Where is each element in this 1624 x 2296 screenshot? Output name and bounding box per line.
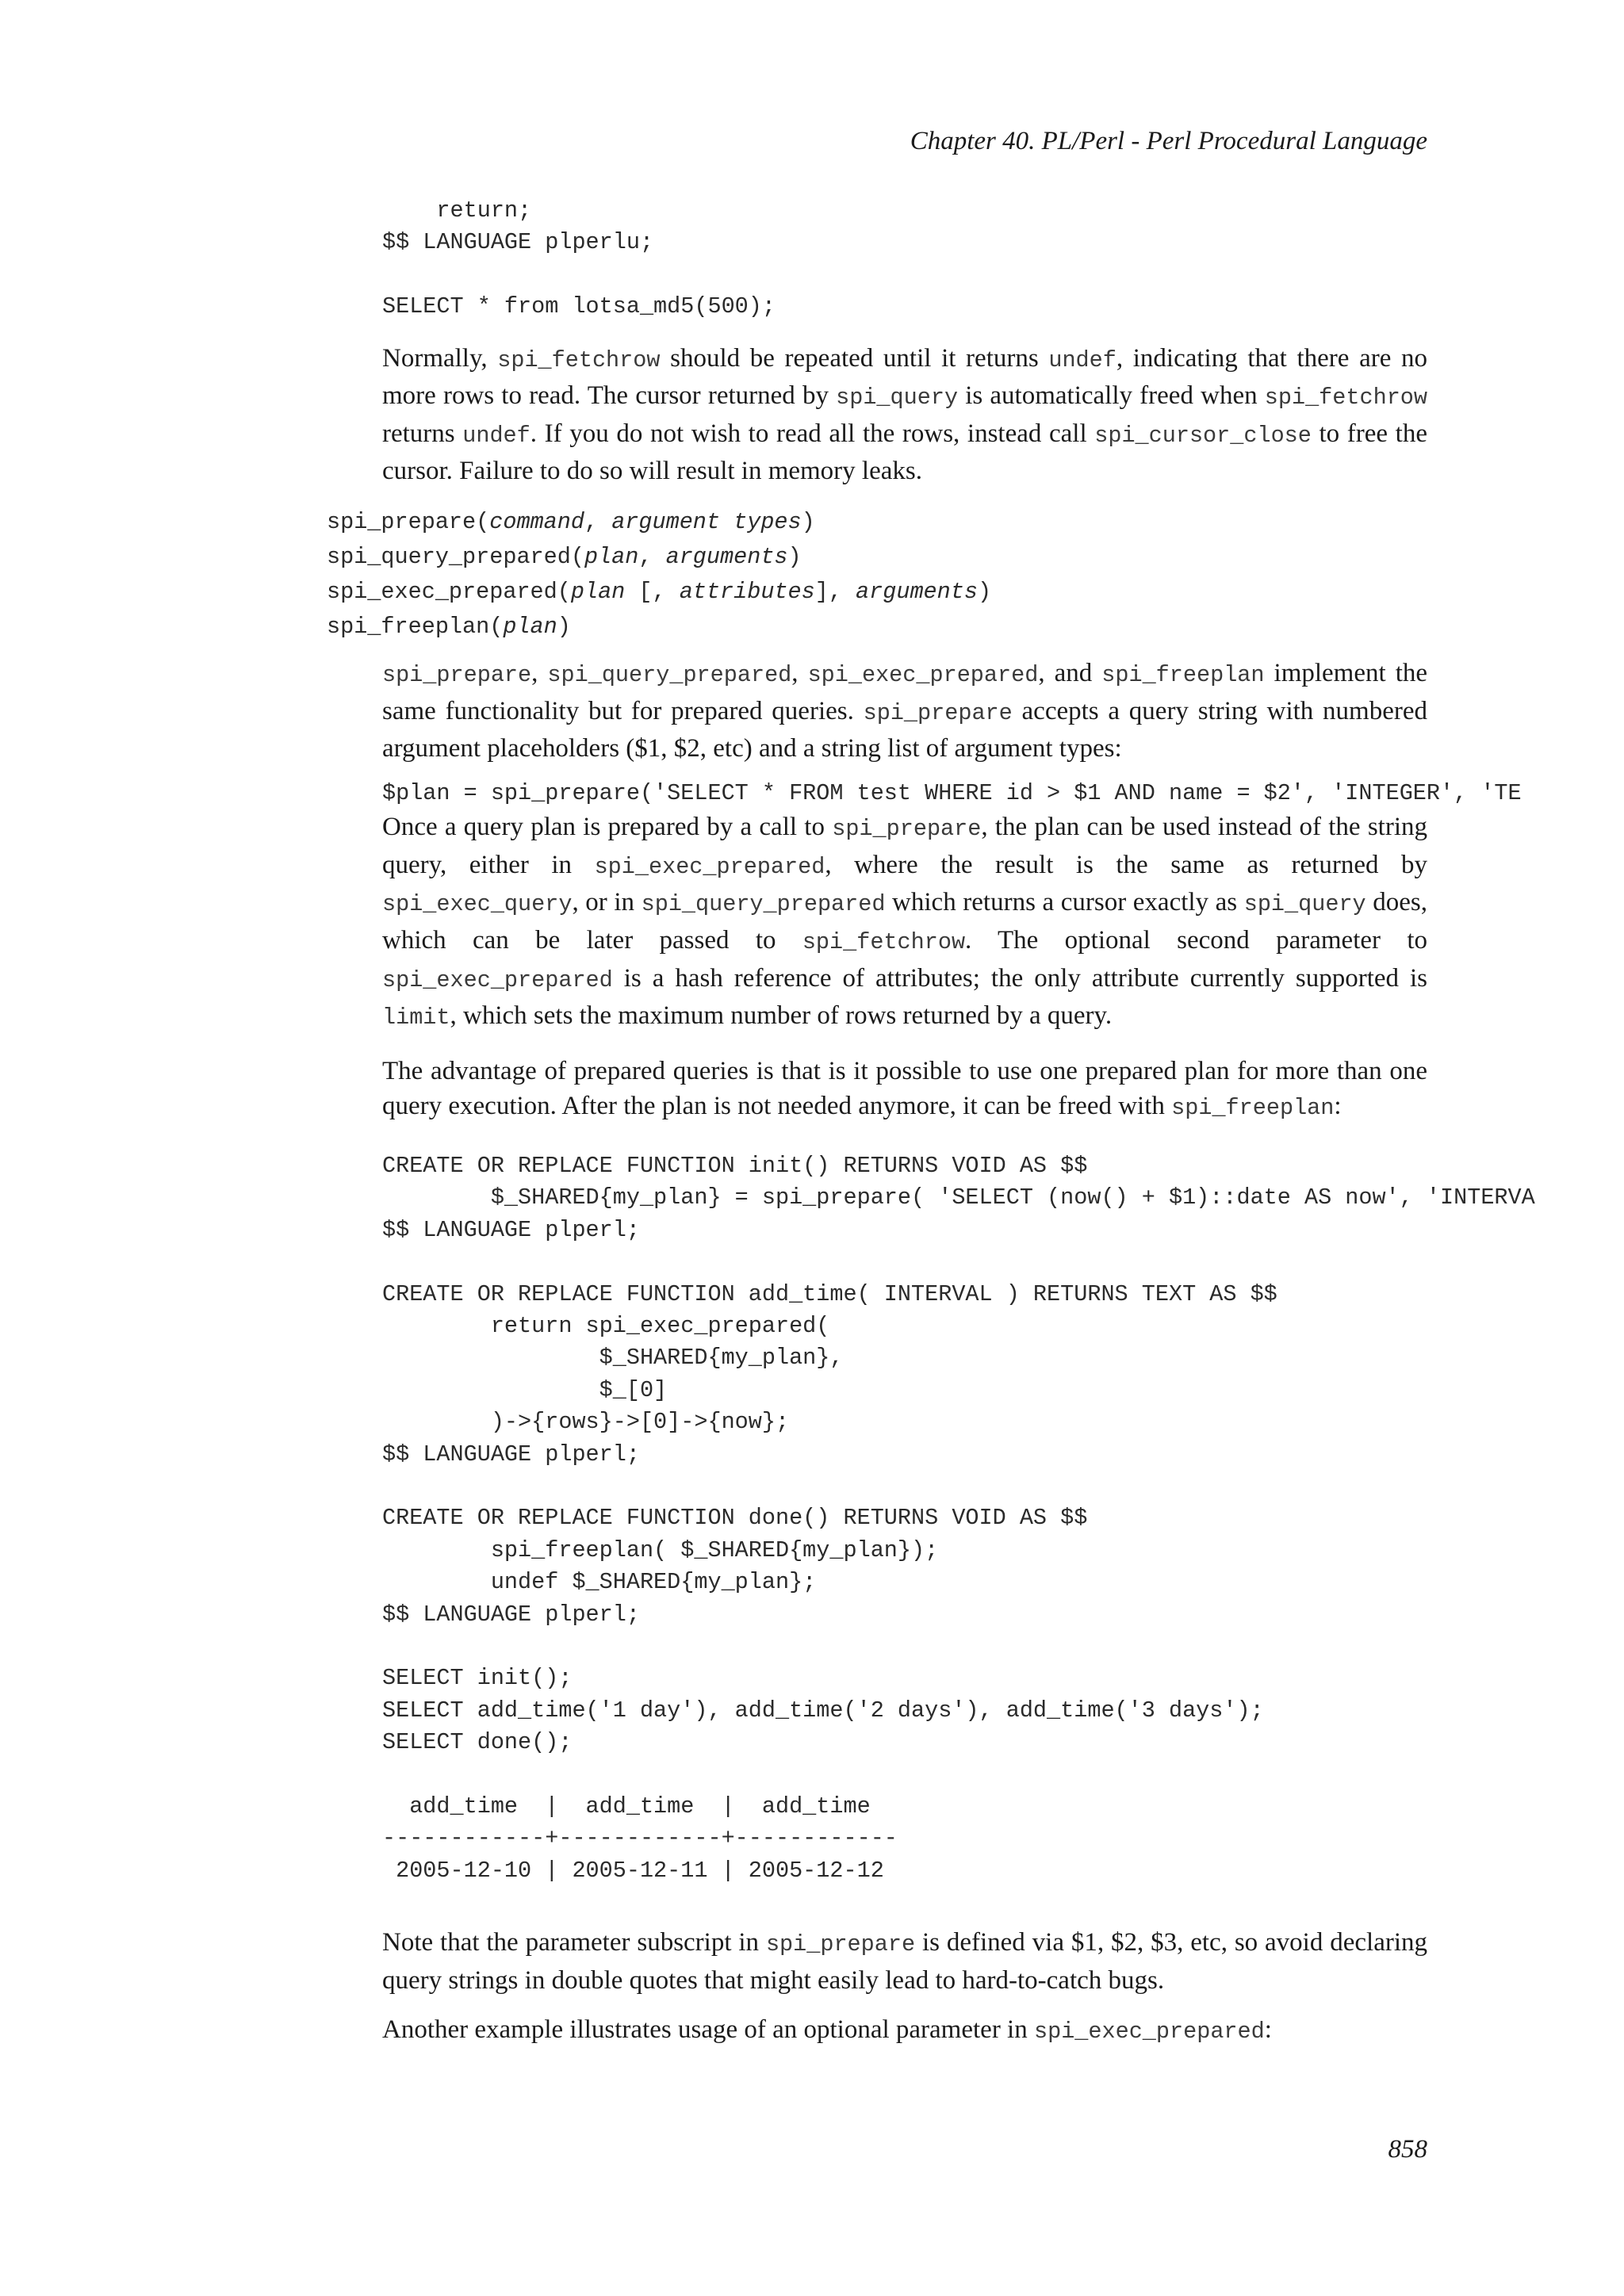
term-spi-freeplan: spi_freeplan(plan) (327, 614, 571, 640)
inline-code: spi_freeplan (1171, 1095, 1335, 1122)
running-header: Chapter 40. PL/Perl - Perl Procedural Language (910, 127, 1427, 155)
inline-code: spi_prepare (382, 662, 532, 688)
inline-code: spi_query (1243, 891, 1366, 918)
inline-code: spi_query_prepared (547, 662, 792, 688)
inline-code: spi_exec_query (382, 891, 573, 918)
paragraph-parameter-subscript: Note that the parameter subscript in spi_prepare is defined via $1, $2, $3, etc, so avoid declaring query strings in double quotes that might easily lead to hard-to-catch bugs. (382, 1928, 1427, 1995)
code-block-add-time-example: CREATE OR REPLACE FUNCTION init() RETURNS VOID AS $$ $_SHARED{my_plan} = spi_prepare( 'SELECT (now() + $1)::date AS now', 'INTERVA $$ LANGUAGE plperl; CREATE OR REPLACE FUNCTION add_time( INTERVAL ) RETURNS TEXT AS $$ return spi_exec_prepared( $_SHARED{my_plan}, $_[0] )->{rows}->[0]->{now}; $$ LANGUAGE plperl; CREATE OR REPLACE FUNCTION done() RETURNS VOID AS $$ spi_freeplan( $_SHARED{my_plan}); undef $_SHARED{my_plan}; $$ LANGUAGE plperl; SELECT init(); SELECT add_time('1 day'), add_time('2 days'), add_time('3 days'); SELECT done(); add_time | add_time | add_time ------------+------------+------------ 2005-12-10 | 2005-12-11 | 2005-12-12 (382, 1152, 1535, 1884)
term-spi-query-prepared: spi_query_prepared(plan, arguments) (327, 544, 802, 570)
inline-code: spi_query (836, 385, 959, 411)
page-number: 858 (1388, 2135, 1427, 2164)
paragraph-prepared-functions: spi_prepare, spi_query_prepared, spi_exec_prepared, and spi_freeplan implement the same functionality but for prepared queries. spi_prepare accepts a query string with numbered argument placeholders ($1, $2, etc) and a string list of argument types: (382, 659, 1428, 763)
inline-code: spi_cursor_close (1094, 422, 1312, 449)
inline-code: spi_freeplan (1101, 662, 1265, 688)
inline-code: undef (1048, 346, 1116, 373)
code-block-spi-prepare: $plan = spi_prepare('SELECT * FROM test WHERE id > $1 AND name = $2', 'INTEGER', 'TE (382, 779, 1522, 806)
paragraph-spi-fetchrow: Normally, spi_fetchrow should be repeated until it returns undef, indicating that there are no more rows to read. The cursor returned by spi_query is automatically freed when spi_fetchrow returns undef. If you do not wish to read all the rows, instead call spi_cursor_close to free the cursor. Failure to do so will result in memory leaks. (382, 343, 1427, 486)
inline-code: undef (462, 422, 530, 449)
inline-code: spi_exec_prepared (807, 662, 1039, 688)
paragraph-query-plan: Once a query plan is prepared by a call to spi_prepare, the plan can be used instead of the string query, either in spi_exec_prepared, where the result is the same as returned by spi_exec_query, or in spi_query_prepared which returns a cursor exactly as spi_query does, which can be later passed to spi_fetchrow. The optional second parameter to spi_exec_prepared is a hash reference of attributes; the only attribute currently supported is limit, which sets the maximum number of rows returned by a query. (382, 813, 1427, 1031)
inline-code: spi_exec_prepared (1033, 2019, 1265, 2045)
inline-code: spi_fetchrow (802, 928, 966, 955)
inline-code: spi_prepare (863, 699, 1013, 726)
inline-code: spi_fetchrow (497, 346, 661, 373)
function-term-list (327, 505, 1427, 645)
inline-code: spi_exec_prepared (594, 853, 825, 880)
code-block-lotsa-md5: return; $$ LANGUAGE plperlu; SELECT * from lotsa_md5(500); (382, 197, 776, 320)
page-content (327, 195, 1535, 2050)
term-spi-exec-prepared: spi_exec_prepared(plan [, attributes], arguments) (327, 579, 992, 605)
inline-code: spi_query_prepared (641, 891, 886, 918)
inline-code: spi_exec_prepared (382, 966, 613, 993)
inline-code: spi_fetchrow (1264, 385, 1427, 411)
paragraph-another-example: Another example illustrates usage of an optional parameter in spi_exec_prepared: (382, 2015, 1272, 2045)
term-spi-prepare: spi_prepare(command, argument types) (327, 509, 815, 535)
inline-code: spi_prepare (832, 816, 982, 843)
inline-code: limit (382, 1004, 450, 1031)
paragraph-advantage: The advantage of prepared queries is that is it possible to use one prepared plan for more than one query execution. After the plan is not needed anymore, it can be freed with spi_freeplan: (382, 1056, 1427, 1122)
inline-code: spi_prepare (765, 1931, 916, 1958)
